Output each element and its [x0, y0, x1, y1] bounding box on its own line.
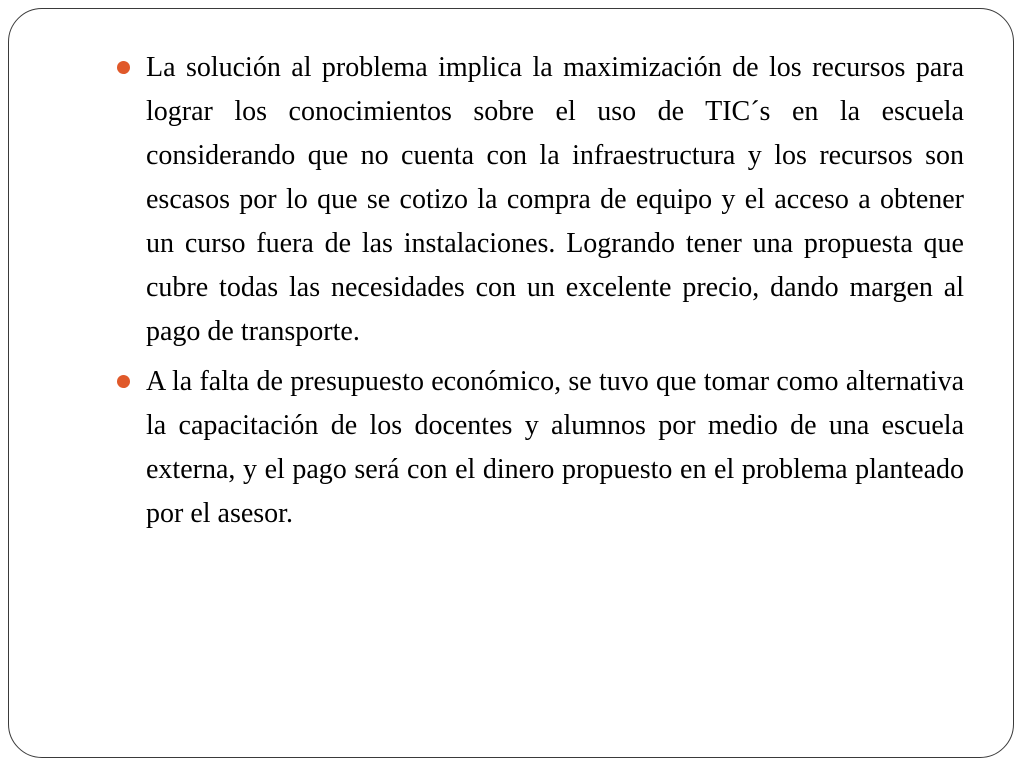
bullet-dot-icon — [117, 375, 130, 388]
bullet-item-2 — [146, 360, 964, 536]
bullet-dot-icon — [117, 61, 130, 74]
bullet-item-1 — [146, 46, 964, 354]
bullet-text-2: A la falta de presupuesto económico, se tuvo que tomar como alternativa la capacitación de los docentes y alumnos por medio de una escuela externa, y el pago será con el dinero propuesto en el problema planteado por el asesor. — [146, 366, 964, 529]
slide-content — [146, 46, 964, 542]
bullet-text-1: La solución al problema implica la maximización de los recursos para lograr los conocimientos sobre el uso de TIC´s en la escuela considerando que no cuenta con la infraestructura y los recursos son escasos por lo que se cotizo la compra de equipo y el acceso a obtener un curso fuera de las instalaciones. Logrando tener una propuesta que cubre todas las necesidades con un excelente precio, dando margen al pago de transporte. — [146, 52, 964, 347]
